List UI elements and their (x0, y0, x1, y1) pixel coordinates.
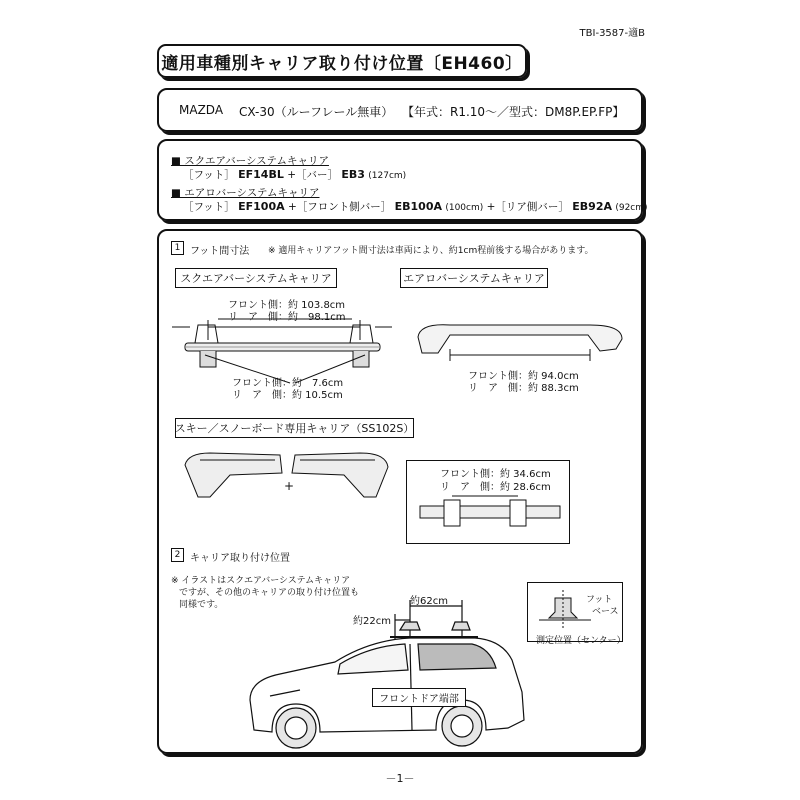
aero-plus-rear: +［リア側バー］ (486, 201, 569, 213)
carrier-list-box (157, 139, 648, 221)
square-carrier-header: ■ スクエアバーシステムキャリア (171, 155, 329, 167)
section2-note-line3: 同様です。 (179, 600, 224, 610)
square-plus: +［バー］ (287, 169, 338, 181)
square-rear-dim: リ ア 側：約 98.1cm (228, 312, 346, 323)
vehicle-model: CX-30（ルーフレール無車） (239, 105, 394, 119)
aero-carrier-header: ■ エアロバーシステムキャリア (171, 187, 320, 199)
roof-foot-rear (452, 622, 470, 630)
aero-foot-label: ［フット］ (183, 201, 235, 213)
aero-bar-body (418, 325, 622, 353)
aero-front-size: (100cm) (445, 203, 484, 213)
ski-detail-diagram (410, 492, 564, 538)
square-front-dim: フロント側：約 103.8cm (228, 300, 346, 311)
square-bar-size: (127cm) (368, 171, 407, 181)
front-door-edge-label (372, 688, 466, 707)
aero-rear-size: (92cm) (615, 203, 648, 213)
aero-carrier-label-text: エアロバーシステムキャリア (403, 272, 545, 285)
section2-note-line2: ですが、その他のキャリアの取り付け位置も (179, 588, 360, 598)
square-bar-code: EB3 (341, 168, 365, 181)
ski-carrier-label (175, 418, 414, 438)
aero-rear-dim: リ ア 側：約 88.3cm (468, 383, 579, 394)
square-foot-code: EF14BL (238, 168, 284, 181)
vehicle-year-type: 【年式：R1.10～／型式：DM8P.EP.FP】 (402, 105, 625, 119)
section2-note-line1: ※ イラストはスクエアバーシステムキャリア (171, 576, 351, 586)
square-carrier-label-text: スクエアバーシステムキャリア (180, 272, 332, 285)
ski-front-dim: フロント側：約 34.6cm (440, 469, 551, 480)
section2-title: キャリア取り付け位置 (190, 553, 290, 564)
svg-text:+: + (284, 479, 295, 493)
square-front-offset: フロント側：約 7.6cm (232, 378, 344, 389)
aero-carrier-diagram (410, 315, 630, 365)
car-illustration (240, 600, 530, 750)
ski-detail-bar (420, 506, 560, 518)
section1-number: 1 (171, 241, 184, 255)
vehicle-info-box (157, 88, 643, 132)
aero-front-code: EB100A (394, 200, 442, 213)
square-foot-left (195, 325, 218, 343)
document-code: TBI-3587-適B (579, 28, 645, 39)
section1-note: ※ 適用キャリアフット間寸法は車両により、約1cm程前後する場合があります。 (268, 246, 594, 256)
page-number: －1－ (385, 772, 415, 785)
ski-carrier-diagram (180, 445, 392, 505)
ski-carrier-label-text: スキー／スノーボード専用キャリア（SS102S） (174, 422, 415, 435)
square-foot-right (350, 325, 373, 343)
measure-position-label: 測定位置（センター） (536, 636, 626, 646)
aero-rear-code: EB92A (572, 200, 612, 213)
aero-front-dim: フロント側：約 94.0cm (468, 371, 579, 382)
aero-plus-front: +［フロント側バー］ (287, 201, 392, 213)
vehicle-make: MAZDA (179, 103, 224, 117)
ski-detail-foot-left (444, 500, 460, 526)
aero-carrier-parts (183, 199, 648, 214)
dimension-62cm: 約62cm (410, 596, 448, 607)
page-title (157, 44, 527, 78)
aero-carrier-label (400, 268, 548, 288)
dimension-22cm: 約22cm (353, 616, 391, 627)
ski-rear-dim: リ ア 側：約 28.6cm (440, 482, 551, 493)
front-door-edge-text: フロントドア端部 (379, 694, 459, 705)
section2-number: 2 (171, 548, 184, 562)
roof-foot-front (400, 622, 420, 630)
page-title-text: 適用車種別キャリア取り付け位置〔EH460〕 (161, 53, 523, 74)
square-carrier-parts (183, 167, 406, 182)
base-label: ベース (592, 607, 619, 617)
section1-title: フット間寸法 (190, 246, 250, 257)
square-rear-offset: リ ア 側：約 10.5cm (232, 390, 343, 401)
square-carrier-label (175, 268, 337, 288)
aero-foot-code: EF100A (238, 200, 285, 213)
square-foot-left-base (200, 351, 216, 367)
foot-label: フット (586, 595, 613, 605)
square-foot-label: ［フット］ (183, 169, 235, 181)
ski-detail-foot-right (510, 500, 526, 526)
